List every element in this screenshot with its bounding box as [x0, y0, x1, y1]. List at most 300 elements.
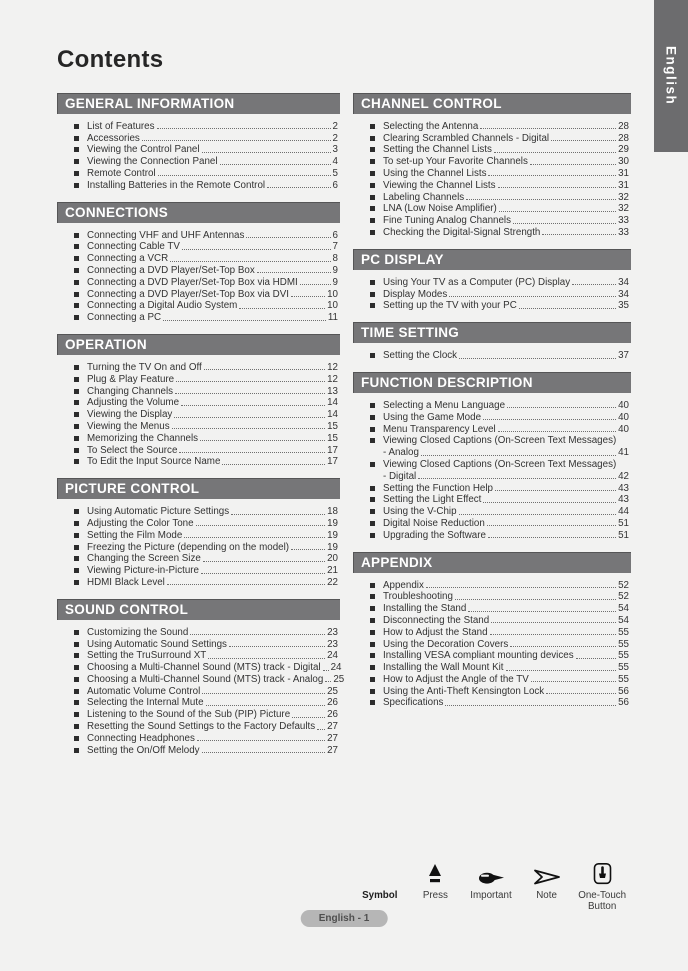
page-number: 27	[327, 721, 338, 733]
toc-item	[74, 541, 338, 553]
dotted-leader	[246, 237, 330, 238]
bullet-square-icon	[74, 389, 79, 394]
toc-item-label: To Select the Source	[87, 444, 178, 456]
toc-item	[74, 529, 338, 541]
toc-item-label: Viewing Closed Captions (On-Screen Text Messages)	[383, 435, 617, 447]
toc-item-label: Setting the Film Mode	[87, 529, 183, 541]
page-number: 56	[618, 697, 629, 709]
toc-section	[57, 478, 340, 588]
bullet-square-icon	[74, 280, 79, 285]
toc-item	[370, 591, 629, 603]
page-number: 11	[327, 312, 338, 324]
toc-item	[370, 650, 629, 662]
toc-item	[74, 517, 338, 529]
page-number: 29	[618, 144, 629, 156]
bullet-square-icon	[74, 736, 79, 741]
dotted-leader	[317, 729, 325, 730]
page-number: 6	[332, 229, 338, 241]
toc-item	[370, 203, 629, 215]
bullet-square-icon	[370, 533, 375, 538]
page-number: 26	[327, 697, 338, 709]
toc-item-label: Setting up the TV with your PC	[383, 300, 517, 312]
toc-item-label: Fine Tuning Analog Channels	[383, 215, 511, 227]
toc-item	[370, 191, 629, 203]
bullet-square-icon	[370, 195, 375, 200]
toc-section	[353, 93, 631, 238]
bullet-square-icon	[74, 533, 79, 538]
toc-item	[74, 167, 338, 179]
dotted-leader	[197, 740, 325, 741]
toc-item	[370, 638, 629, 650]
bullet-square-icon	[370, 486, 375, 491]
bullet-square-icon	[370, 583, 375, 588]
toc-item-label: Checking the Digital-Signal Strength	[383, 226, 541, 238]
dotted-leader	[542, 234, 616, 235]
toc-item	[74, 576, 338, 588]
dotted-leader	[480, 128, 616, 129]
toc-item-label: How to Adjust the Stand	[383, 626, 488, 638]
toc-item-label: Selecting a Menu Language	[383, 399, 506, 411]
toc-item	[370, 155, 629, 167]
bullet-square-icon	[370, 292, 375, 297]
toc-item	[370, 214, 629, 226]
page-number: 34	[618, 276, 629, 288]
toc-item-label: Resetting the Sound Settings to the Factory Defaults	[87, 721, 316, 733]
bullet-square-icon	[370, 689, 375, 694]
toc-item-label: Connecting a DVD Player/Set-Top Box	[87, 264, 255, 276]
dotted-leader	[291, 296, 325, 297]
page-title: Contents	[57, 46, 164, 73]
page-number: 23	[327, 626, 338, 638]
bullet-square-icon	[74, 315, 79, 320]
dotted-leader	[418, 478, 616, 479]
dotted-leader	[510, 646, 616, 647]
toc-item-continuation	[370, 446, 629, 458]
dotted-leader	[506, 670, 617, 671]
toc-item-label: LNA (Low Noise Amplifier)	[383, 203, 497, 215]
dotted-leader	[229, 646, 325, 647]
toc-item	[74, 661, 342, 674]
toc-item-label: Changing the Screen Size	[87, 553, 201, 565]
toc-item-label: How to Adjust the Angle of the TV	[383, 673, 529, 685]
page-number: 43	[618, 482, 629, 494]
toc-item-label: Setting the Clock	[383, 350, 458, 362]
important-hand-icon	[477, 849, 505, 890]
dotted-leader	[507, 407, 616, 408]
toc-item	[370, 132, 629, 144]
section-item-list	[57, 229, 340, 323]
section-item-list	[57, 120, 340, 191]
dotted-leader	[202, 693, 325, 694]
page-number: 28	[618, 132, 629, 144]
bullet-square-icon	[74, 244, 79, 249]
toc-section	[353, 322, 631, 361]
legend-item	[463, 849, 519, 901]
section-item-list	[353, 399, 631, 541]
dotted-leader	[206, 705, 326, 706]
toc-item-label: Automatic Volume Control	[87, 685, 201, 697]
dotted-leader	[483, 502, 616, 503]
language-tab	[654, 0, 688, 152]
page-number: 40	[618, 411, 629, 423]
toc-item-label: Turning the TV On and Off	[87, 361, 202, 373]
toc-item-label: Using the V-Chip	[383, 506, 457, 518]
toc-item	[74, 505, 338, 517]
toc-item-label: Using Your TV as a Computer (PC) Display	[383, 276, 571, 288]
toc-item-label: Remote Control	[87, 167, 156, 179]
bullet-square-icon	[370, 497, 375, 502]
toc-item	[74, 385, 338, 397]
dotted-leader	[267, 187, 330, 188]
toc-item	[370, 626, 629, 638]
toc-item	[74, 229, 338, 241]
dotted-leader	[498, 187, 617, 188]
toc-item	[74, 288, 338, 300]
bullet-square-icon	[370, 124, 375, 129]
dotted-leader	[483, 419, 616, 420]
page-number: 55	[618, 650, 629, 662]
section-item-list	[57, 361, 340, 467]
toc-item-label: Viewing Picture-in-Picture	[87, 565, 199, 577]
section-header: CONNECTIONS	[57, 202, 340, 223]
page-number: 32	[618, 203, 629, 215]
toc-item	[74, 408, 338, 420]
page-number: 27	[327, 732, 338, 744]
toc-item	[370, 179, 629, 191]
bullet-square-icon	[74, 412, 79, 417]
toc-item-label: Setting the Function Help	[383, 482, 494, 494]
dotted-leader	[449, 296, 616, 297]
section-header: PC DISPLAY	[353, 249, 631, 270]
dotted-leader	[184, 537, 325, 538]
page-number: 6	[332, 179, 338, 191]
dotted-leader	[488, 537, 616, 538]
bullet-square-icon	[74, 653, 79, 658]
page-number: 28	[618, 120, 629, 132]
dotted-leader	[220, 164, 331, 165]
toc-item-label: Setting the On/Off Melody	[87, 744, 200, 756]
toc-item	[74, 420, 338, 432]
toc-item	[74, 708, 338, 720]
legend-item-label: Important	[470, 890, 512, 901]
dotted-leader	[495, 490, 616, 491]
toc-item	[370, 226, 629, 238]
dotted-leader	[494, 152, 616, 153]
toc-item-label: Customizing the Sound	[87, 626, 189, 638]
bullet-square-icon	[74, 365, 79, 370]
toc-item-label: - Analog	[383, 447, 419, 459]
dotted-leader	[490, 634, 617, 635]
page-number: 17	[327, 456, 338, 468]
toc-item	[74, 300, 338, 312]
page-number: 52	[618, 579, 629, 591]
dotted-leader	[163, 320, 326, 321]
dotted-leader	[519, 308, 616, 309]
dotted-leader	[201, 573, 325, 574]
bullet-square-icon	[74, 303, 79, 308]
bullet-square-icon	[74, 124, 79, 129]
toc-item-label: Connecting a DVD Player/Set-Top Box via DVI	[87, 288, 290, 300]
bullet-square-icon	[370, 303, 375, 308]
section-item-list	[57, 505, 340, 588]
dotted-leader	[421, 455, 616, 456]
bullet-square-icon	[370, 280, 375, 285]
toc-item-continuation	[370, 470, 629, 482]
page-number: 9	[332, 264, 338, 276]
page-number: 54	[618, 603, 629, 615]
page-number: 55	[618, 638, 629, 650]
page-number: 35	[618, 300, 629, 312]
dotted-leader	[170, 261, 330, 262]
bullet-square-icon	[74, 400, 79, 405]
toc-item-label: Adjusting the Volume	[87, 397, 180, 409]
bullet-square-icon	[74, 136, 79, 141]
section-header: TIME SETTING	[353, 322, 631, 343]
bullet-square-icon	[74, 436, 79, 441]
bullet-square-icon	[370, 509, 375, 514]
legend-item	[519, 849, 575, 901]
bullet-square-icon	[74, 580, 79, 585]
dotted-leader	[203, 561, 325, 562]
page-number: 22	[327, 576, 338, 588]
page-number: 18	[327, 506, 338, 518]
toc-item-label: Changing Channels	[87, 385, 174, 397]
toc-item-label: Installing VESA compliant mounting devices	[383, 650, 574, 662]
toc-section	[57, 599, 345, 756]
bullet-square-icon	[74, 233, 79, 238]
toc-item	[370, 602, 629, 614]
toc-item-label: Using the Anti-Theft Kensington Lock	[383, 685, 545, 697]
bullet-square-icon	[74, 424, 79, 429]
page-number: 24	[327, 650, 338, 662]
page-number: 3	[332, 144, 338, 156]
toc-item	[370, 411, 629, 423]
bullet-square-icon	[370, 438, 375, 443]
toc-item-label: Specifications	[383, 697, 444, 709]
dotted-leader	[530, 164, 616, 165]
bullet-square-icon	[370, 159, 375, 164]
page-number: 2	[332, 120, 338, 132]
toc-item	[74, 361, 338, 373]
section-header: CHANNEL CONTROL	[353, 93, 631, 114]
page-number: 51	[618, 517, 629, 529]
bullet-square-icon	[370, 677, 375, 682]
dotted-leader	[239, 308, 325, 309]
legend-item-label: One-Touch Button	[578, 890, 627, 912]
page-number: 14	[327, 409, 338, 421]
dotted-leader	[202, 752, 326, 753]
toc-item-label: Menu Transparency Level	[383, 423, 496, 435]
toc-item-label: Connecting VHF and UHF Antennas	[87, 229, 245, 241]
dotted-leader	[572, 284, 616, 285]
section-header: OPERATION	[57, 334, 340, 355]
toc-item-label: Installing the Stand	[383, 603, 467, 615]
page-number: 5	[332, 167, 338, 179]
toc-item-label: Appendix	[383, 579, 424, 591]
toc-item-label: Connecting a Digital Audio System	[87, 300, 238, 312]
toc-item-label: Freezing the Picture (depending on the model)	[87, 541, 290, 553]
toc-item	[370, 276, 629, 288]
toc-item	[370, 697, 629, 709]
page-number: 51	[618, 529, 629, 541]
toc-item	[370, 423, 629, 435]
page-number: 32	[618, 191, 629, 203]
toc-column-right	[353, 93, 631, 767]
bullet-square-icon	[370, 630, 375, 635]
page-number: 40	[618, 399, 629, 411]
page-number: 24	[330, 662, 342, 674]
bullet-square-icon	[370, 183, 375, 188]
section-item-list	[57, 626, 345, 756]
toc-item	[74, 720, 338, 732]
page-number: 27	[327, 744, 338, 756]
toc-item	[74, 626, 338, 638]
toc-item	[370, 673, 629, 685]
dotted-leader	[179, 452, 325, 453]
toc-item-label: Viewing the Menus	[87, 420, 170, 432]
section-header: SOUND CONTROL	[57, 599, 340, 620]
bullet-square-icon	[74, 292, 79, 297]
note-arrow-icon	[533, 849, 561, 890]
toc-item-label: Connecting Headphones	[87, 732, 195, 744]
page-number: 44	[618, 506, 629, 518]
dotted-leader	[204, 369, 325, 370]
bullet-square-icon	[370, 594, 375, 599]
bullet-square-icon	[370, 665, 375, 670]
dotted-leader	[175, 393, 325, 394]
bullet-square-icon	[74, 642, 79, 647]
page-number: 13	[327, 385, 338, 397]
toc-item	[74, 553, 338, 565]
bullet-square-icon	[370, 427, 375, 432]
bullet-square-icon	[74, 748, 79, 753]
page-number: 19	[327, 517, 338, 529]
toc-item-label: Setting the TruSurround XT	[87, 650, 207, 662]
page-number: 17	[327, 444, 338, 456]
dotted-leader	[208, 658, 325, 659]
toc-item	[370, 288, 629, 300]
toc-item	[370, 349, 629, 361]
toc-item	[370, 435, 629, 447]
toc-item	[74, 432, 338, 444]
dotted-leader	[167, 584, 325, 585]
page-number: 15	[327, 420, 338, 432]
page-number-badge-label: English - 1	[318, 913, 370, 924]
dotted-leader	[157, 128, 331, 129]
toc-item	[74, 144, 338, 156]
bullet-square-icon	[74, 665, 79, 670]
bullet-square-icon	[74, 256, 79, 261]
page-number: 20	[327, 553, 338, 565]
toc-item-label: - Digital	[383, 470, 417, 482]
page-number: 34	[618, 288, 629, 300]
toc-item-label: Setting the Channel Lists	[383, 144, 492, 156]
page-number: 12	[327, 361, 338, 373]
bullet-square-icon	[74, 159, 79, 164]
section-header: FUNCTION DESCRIPTION	[353, 372, 631, 393]
toc-item-label: Choosing a Multi-Channel Sound (MTS) track - Analog	[87, 673, 324, 685]
bullet-square-icon	[370, 642, 375, 647]
dotted-leader	[576, 658, 616, 659]
bullet-square-icon	[74, 568, 79, 573]
page-number: 31	[618, 167, 629, 179]
page-number: 23	[327, 638, 338, 650]
toc-item-label: To set-up Your Favorite Channels	[383, 156, 528, 168]
toc-item	[370, 517, 629, 529]
toc-item-label: Upgrading the Software	[383, 529, 486, 541]
toc-item	[370, 529, 629, 541]
dotted-leader	[468, 611, 616, 612]
toc-item-label: Installing Batteries in the Remote Control	[87, 179, 266, 191]
bullet-square-icon	[74, 689, 79, 694]
dotted-leader	[531, 681, 616, 682]
toc-item	[74, 732, 338, 744]
toc-item	[74, 685, 338, 697]
dotted-leader	[158, 175, 331, 176]
toc-item-label: Disconnecting the Stand	[383, 614, 490, 626]
bullet-square-icon	[74, 545, 79, 550]
legend-symbol-column	[352, 849, 408, 901]
dotted-leader	[488, 175, 616, 176]
dotted-leader	[546, 693, 616, 694]
page-number: 12	[327, 373, 338, 385]
page-number: 25	[333, 673, 345, 685]
section-item-list	[353, 349, 631, 361]
bullet-square-icon	[74, 171, 79, 176]
page-number: 2	[332, 132, 338, 144]
bullet-square-icon	[370, 521, 375, 526]
toc-item-label: Connecting a VCR	[87, 253, 169, 265]
toc-item	[74, 673, 345, 685]
dotted-leader	[172, 428, 325, 429]
toc-item	[74, 744, 338, 756]
toc-item	[74, 132, 338, 144]
dotted-leader	[459, 514, 617, 515]
toc-item-label: Viewing the Display	[87, 409, 173, 421]
toc-item-label: Display Modes	[383, 288, 448, 300]
toc-item-label: Choosing a Multi-Channel Sound (MTS) track - Digital	[87, 662, 321, 674]
toc-item-label: Installing the Wall Mount Kit	[383, 662, 504, 674]
dotted-leader	[300, 284, 331, 285]
toc-columns	[57, 93, 631, 767]
toc-item	[370, 482, 629, 494]
dotted-leader	[202, 152, 331, 153]
dotted-leader	[257, 272, 331, 273]
bullet-square-icon	[74, 459, 79, 464]
dotted-leader	[466, 199, 616, 200]
page-number: 55	[618, 673, 629, 685]
section-header: APPENDIX	[353, 552, 631, 573]
dotted-leader	[325, 681, 331, 682]
toc-item-label: Viewing Closed Captions (On-Screen Text Messages)	[383, 458, 617, 470]
page-number: 33	[618, 226, 629, 238]
toc-item-label: Accessories	[87, 132, 140, 144]
toc-item-label: Using Automatic Sound Settings	[87, 638, 227, 650]
dotted-leader	[459, 358, 616, 359]
toc-item-label: Viewing the Connection Panel	[87, 156, 218, 168]
toc-item	[74, 373, 338, 385]
bullet-square-icon	[74, 147, 79, 152]
dotted-leader	[455, 599, 616, 600]
section-header: PICTURE CONTROL	[57, 478, 340, 499]
dotted-leader	[174, 417, 325, 418]
dotted-leader	[551, 140, 616, 141]
bullet-square-icon	[370, 403, 375, 408]
toc-item	[74, 264, 338, 276]
page-number: 37	[618, 350, 629, 362]
toc-item-label: Using the Decoration Covers	[383, 638, 509, 650]
bullet-square-icon	[74, 712, 79, 717]
